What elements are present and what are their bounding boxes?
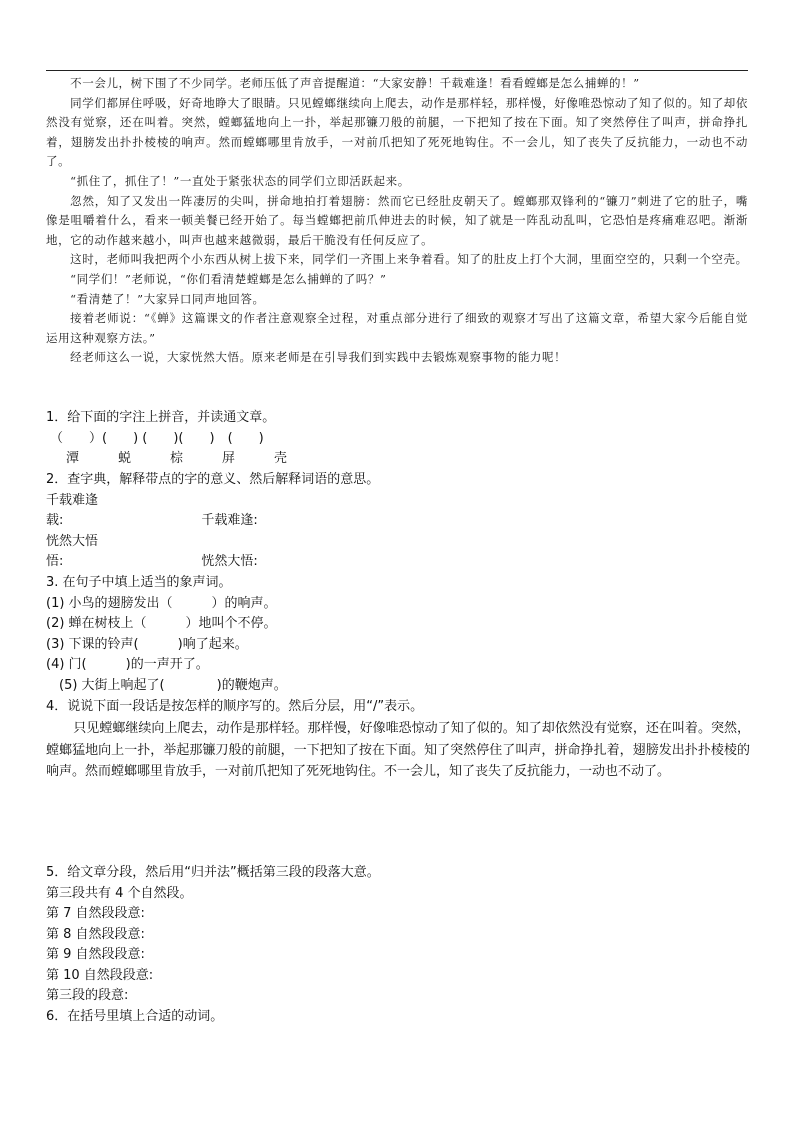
character: 壳 (274, 451, 288, 466)
word-2: 恍然大悟 (46, 533, 99, 549)
word-2-meaning-blank[interactable]: 恍然大悟: (201, 554, 258, 569)
passage-paragraph: 这时，老师叫我把两个小东西从树上拔下来，同学们一齐围上来争着看。知了的肚皮上打个大洞，里面空空的，只剩一个空壳。 (70, 252, 748, 267)
character: 潭 (66, 451, 80, 466)
q5-line[interactable]: 第 7 自然段段意: (46, 906, 145, 921)
q3-item[interactable]: (5) 大街上响起了( )的鞭炮声。 (46, 677, 287, 693)
question-2-title: 2．查字典，解释带点的字的意义、然后解释词语的意思。 (46, 472, 380, 487)
q5-line[interactable]: 第 9 自然段段意: (46, 947, 145, 962)
reading-passage (46, 74, 748, 368)
passage-paragraph: “抓住了，抓住了！”一直处于紧张状态的同学们立即活跃起来。 (70, 173, 410, 188)
question-6-title: 6．在括号里填上合适的动词。 (46, 1008, 224, 1024)
question-5-title: 5．给文章分段，然后用“归并法”概括第三段的段落大意。 (46, 865, 380, 880)
question-2 (46, 470, 748, 573)
q5-line[interactable]: 第三段的段意: (46, 988, 129, 1003)
question-1 (46, 408, 748, 470)
character: 蜕 (118, 451, 132, 466)
q5-line[interactable]: 第 10 自然段段意: (46, 967, 154, 983)
passage-paragraph: “同学们！”老师说，“你们看清楚螳螂是怎么捕蝉的了吗？” (70, 271, 387, 286)
q3-item[interactable]: (2) 蝉在树枝上（ ）地叫个不停。 (46, 616, 277, 631)
word-2-char-blank[interactable]: 悟: (46, 554, 64, 569)
q3-item[interactable]: (4) 门( )的一声开了。 (46, 657, 209, 672)
question-3-title: 3. 在句子中填上适当的象声词。 (46, 575, 232, 590)
question-1-title: 1．给下面的字注上拼音，并读通文章。 (46, 410, 276, 425)
word-1: 千载难逢 (46, 492, 99, 508)
character-row (46, 449, 748, 470)
passage-paragraph: 经老师这么一说，大家恍然大悟。原来老师是在引导我们到实践中去锻炼观察事物的能力呢！ (70, 350, 567, 365)
character: 棕 (170, 451, 184, 466)
passage-paragraph: 忽然，知了又发出一阵凄厉的尖叫，拼命地拍打着翅膀：然而它已经肚皮朝天了。螳螂那双锋利的“镰刀”刺进了它的肚子，嘴像是咀嚼着什么，看来一顿美餐已经开始了。每当螳螂把前爪伸进去的时候，知了就是一阵乱动乱叫，它恐怕是疼痛难忍吧。渐渐地，它的动作越来越小，叫声也越来越微弱，最后干脆没有任何反应了。 (46, 193, 748, 247)
pinyin-blanks[interactable]: （ ）( ) ( )( ) ( ) (50, 430, 264, 446)
question-5 (46, 863, 748, 1027)
word-1-meaning-blank[interactable]: 千载难逢: (201, 513, 258, 528)
passage-paragraph: “看清楚了！”大家异口同声地回答。 (70, 291, 265, 306)
character: 屏 (222, 451, 236, 466)
passage-paragraph: 同学们都屏住呼吸，好奇地睁大了眼睛。只见螳螂继续向上爬去，动作是那样轻，那样慢，好像唯恐惊动了知了似的。知了却依然没有觉察，还在叫着。突然，螳螂猛地向上一扑，举起那镰刀般的前腿，一下把知了按在下面。知了突然停住了叫声，拼命挣扎着，翅膀发出扑扑棱棱的响声。然而螳螂哪里肯放手，一对前爪把知了死死地钩住。不一会儿，知了丧失了反抗能力，一动也不动了。 (46, 95, 748, 169)
q5-line[interactable]: 第 8 自然段段意: (46, 926, 145, 942)
question-4-title: 4．说说下面一段话是按怎样的顺序写的。然后分层，用“/”表示。 (46, 699, 424, 714)
q5-line: 第三段共有 4 个自然段。 (46, 885, 193, 901)
q4-paragraph: 只见螳螂继续向上爬去，动作是那样轻。那样慢，好像唯恐惊动了知了似的。知了却依然没有觉察，还在叫着。突然，螳螂猛地向上一扑，举起那镰刀般的前腿，一下把知了按在下面。知了突然停住了叫声，拼命挣扎着，翅膀发出扑扑棱棱的响声。然而螳螂哪里肯放手，一对前爪把知了死死地钩住。不一会儿，知了丧失了反抗能力，一动也不动了。 (46, 721, 750, 779)
passage-paragraph: 接着老师说：“《蝉》这篇课文的作者注意观察全过程，对重点部分进行了细致的观察才写出了这篇文章，希望大家今后能自觉运用这种观察方法。” (46, 311, 748, 345)
q3-item[interactable]: (1) 小鸟的翅膀发出（ ）的响声。 (46, 595, 277, 611)
word-1-char-blank[interactable]: 载: (46, 513, 64, 528)
question-3 (46, 573, 748, 696)
q3-item[interactable]: (3) 下课的铃声( )响了起来。 (46, 636, 248, 652)
passage-paragraph: 不一会儿，树下围了不少同学。老师压低了声音提醒道：“大家安静！千载难逢！看看螳螂是怎么捕蝉的！” (70, 76, 640, 90)
question-4 (46, 697, 748, 718)
top-divider (46, 70, 748, 71)
